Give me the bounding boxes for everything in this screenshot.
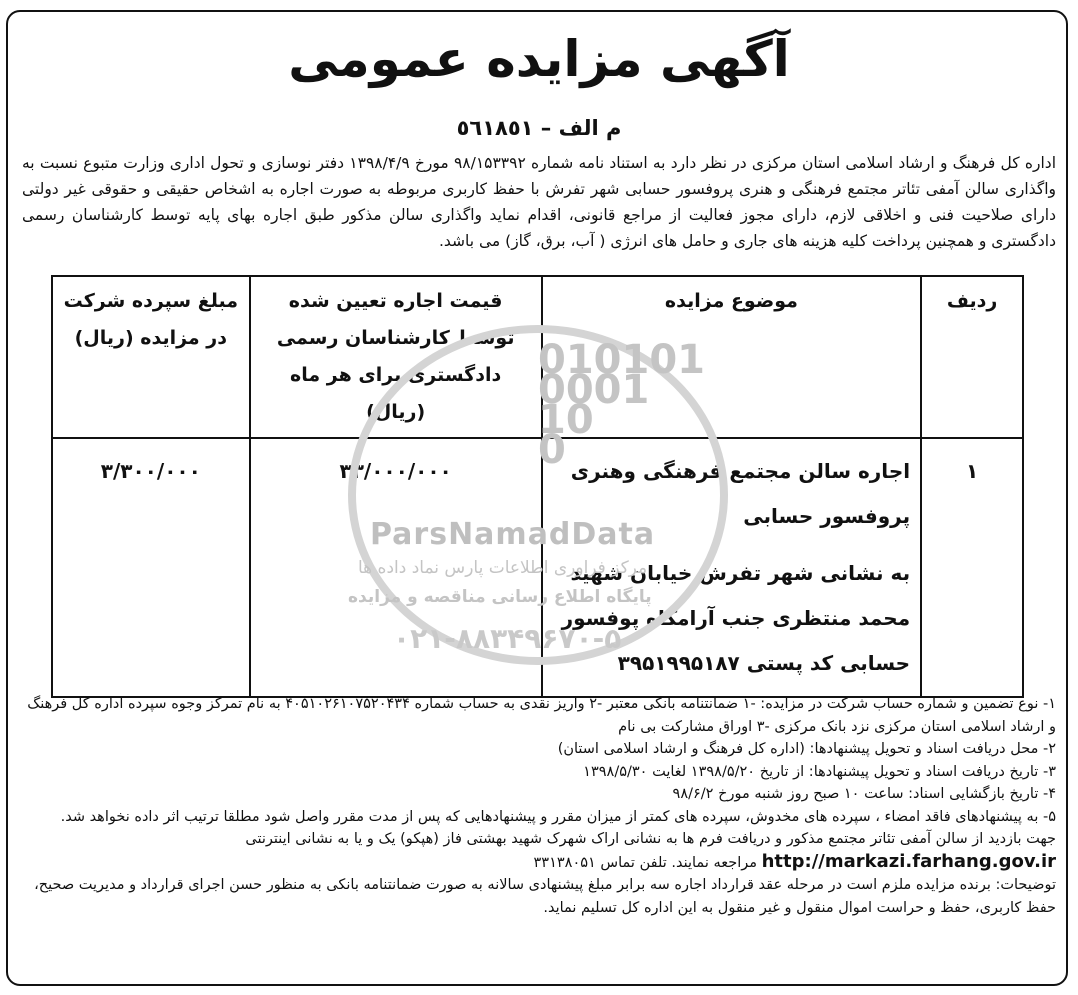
cell-deposit: ۳/۳۰۰/۰۰۰ bbox=[52, 438, 250, 697]
auction-table bbox=[51, 275, 1024, 698]
watermark-line1: مرکز فراوری اطلاعات پارس نماد داده ها bbox=[358, 558, 648, 578]
subject-title: اجاره سالن مجتمع فرهنگی وهنری پروفسور حسابی bbox=[570, 459, 911, 528]
note-item-5: ۵- به پیشنهادهای فاقد امضاء ، سپرده های مخدوش، سپرده های کمتر از میزان مقرر و پیشنهادهایی که پس از مدت مقرر واصل شود مطلقا ترتیب اثر داده نخواهد شد. bbox=[60, 808, 1056, 825]
table-header-row bbox=[52, 276, 1023, 438]
note-item-1: ۱- نوع تضمین و شماره حساب شرکت در مزایده: -۱ ضمانتنامه بانکی معتبر -۲ واریز نقدی به حساب شماره ۴۰۵۱۰۲۶۱۰۷۵۲۰۴۳۴ به نام تمرکز وجوه سپرده اداره کل فرهنگ و ارشاد اسلامی استان مرکزی نزد بانک مرکزی -۳ اوراق مشارکت بی نام bbox=[27, 696, 1056, 735]
header-row-number: ردیف bbox=[921, 276, 1023, 438]
remarks: توضیحات: برنده مزایده ملزم است در مرحله عقد قرارداد اجاره سه برابر مبلغ پیشنهادی سالانه به صورت ضمانتنامه بانکی به منظور حسن اجرای قرارداد و مدیریت صحیح، حفظ کاربری، حفظ و حراست اموال منقول و غیر منقول به این اداره کل تسلیم نماید. bbox=[34, 877, 1056, 916]
website-link[interactable]: http://markazi.farhang.gov.ir bbox=[761, 850, 1056, 872]
watermark-name: ParsNamadData bbox=[370, 517, 656, 552]
cell-subject bbox=[542, 438, 921, 697]
header-price: قیمت اجاره تعیین شده توسط کارشناسان رسمی دادگستری برای هر ماه (ریال) bbox=[250, 276, 542, 438]
visit-phone: مراجعه نمایند. تلفن تماس ۳۳۱۳۸۰۵۱ bbox=[533, 854, 757, 871]
notice-title: آگهی مزایده عمومی bbox=[288, 30, 790, 88]
table-row bbox=[52, 438, 1023, 697]
cell-row-number: ۱ bbox=[921, 438, 1023, 697]
watermark-phone: ۰۲۱-۸۸۳۴۹۶۷۰-۵ bbox=[393, 622, 622, 655]
watermark-digits: 010101 0001 10 0 bbox=[538, 337, 705, 473]
note-item-4: ۴- تاریخ بازگشایی اسناد: ساعت ۱۰ صبح روز شنبه مورخ ۹۸/۶/۲ bbox=[672, 786, 1056, 802]
header-subject: موضوع مزایده bbox=[542, 276, 921, 438]
note-item-2: ۲- محل دریافت اسناد و تحویل پیشنهادها: (اداره کل فرهنگ و ارشاد اسلامی استان) bbox=[557, 741, 1056, 757]
visit-link-line bbox=[22, 851, 1056, 875]
cell-price: ۳۳/۰۰۰/۰۰۰ bbox=[250, 438, 542, 697]
notes-section bbox=[22, 693, 1056, 919]
subject-address: به نشانی شهر تفرش خیابان شهید محمد منتظری جنب آرامگاه پوفسور حسابی کد پستی ۳۹۵۱۹۹۵۱۸۷ bbox=[561, 561, 911, 675]
intro-paragraph: اداره کل فرهنگ و ارشاد اسلامی استان مرکزی در نظر دارد به استناد نامه شماره ۹۸/۱۵۳۳۹۲ مورخ ۱۳۹۸/۴/۹ دفتر نوسازی و تحول اداری وزارت متبوع نسبت به واگذاری سالن آمفی تئاتر مجتمع فرهنگی و هنری پروفسور حسابی شهر تفرش با حفظ کاربری مربوطه به صورت اجاره به اشخاص حقیقی و حقوقی غیر دولتی دارای صلاحیت فنی و اخلاقی لازم، دارای مجوز فعالیت از مراجع قانونی، اقدام نماید واگذاری سالن مذکور طبق اجاره بهای پایه توسط کارشناسان رسمی دادگستری و همچنین پرداخت کلیه هزینه های جاری و حامل های انرژی ( آب، برق، گاز) می باشد. bbox=[22, 154, 1057, 250]
watermark-line2: پایگاه اطلاع رسانی مناقصه و مزایده bbox=[348, 587, 652, 607]
note-item-3: ۳- تاریخ دریافت اسناد و تحویل پیشنهادها: از تاریخ ۱۳۹۸/۵/۲۰ لغایت ۱۳۹۸/۵/۳۰ bbox=[583, 763, 1056, 780]
visit-info: جهت بازدید از سالن آمفی تئاتر مجتمع مذکور و دریافت فرم ها به نشانی اراک شهرک شهید بهشتی فاز (هپکو) یک و یا به نشانی اینترنتی bbox=[245, 831, 1056, 847]
notice-code: م الف – ٥٦١٨٥١ bbox=[456, 116, 622, 140]
header-deposit: مبلغ سپرده شرکت در مزایده (ریال) bbox=[52, 276, 250, 438]
